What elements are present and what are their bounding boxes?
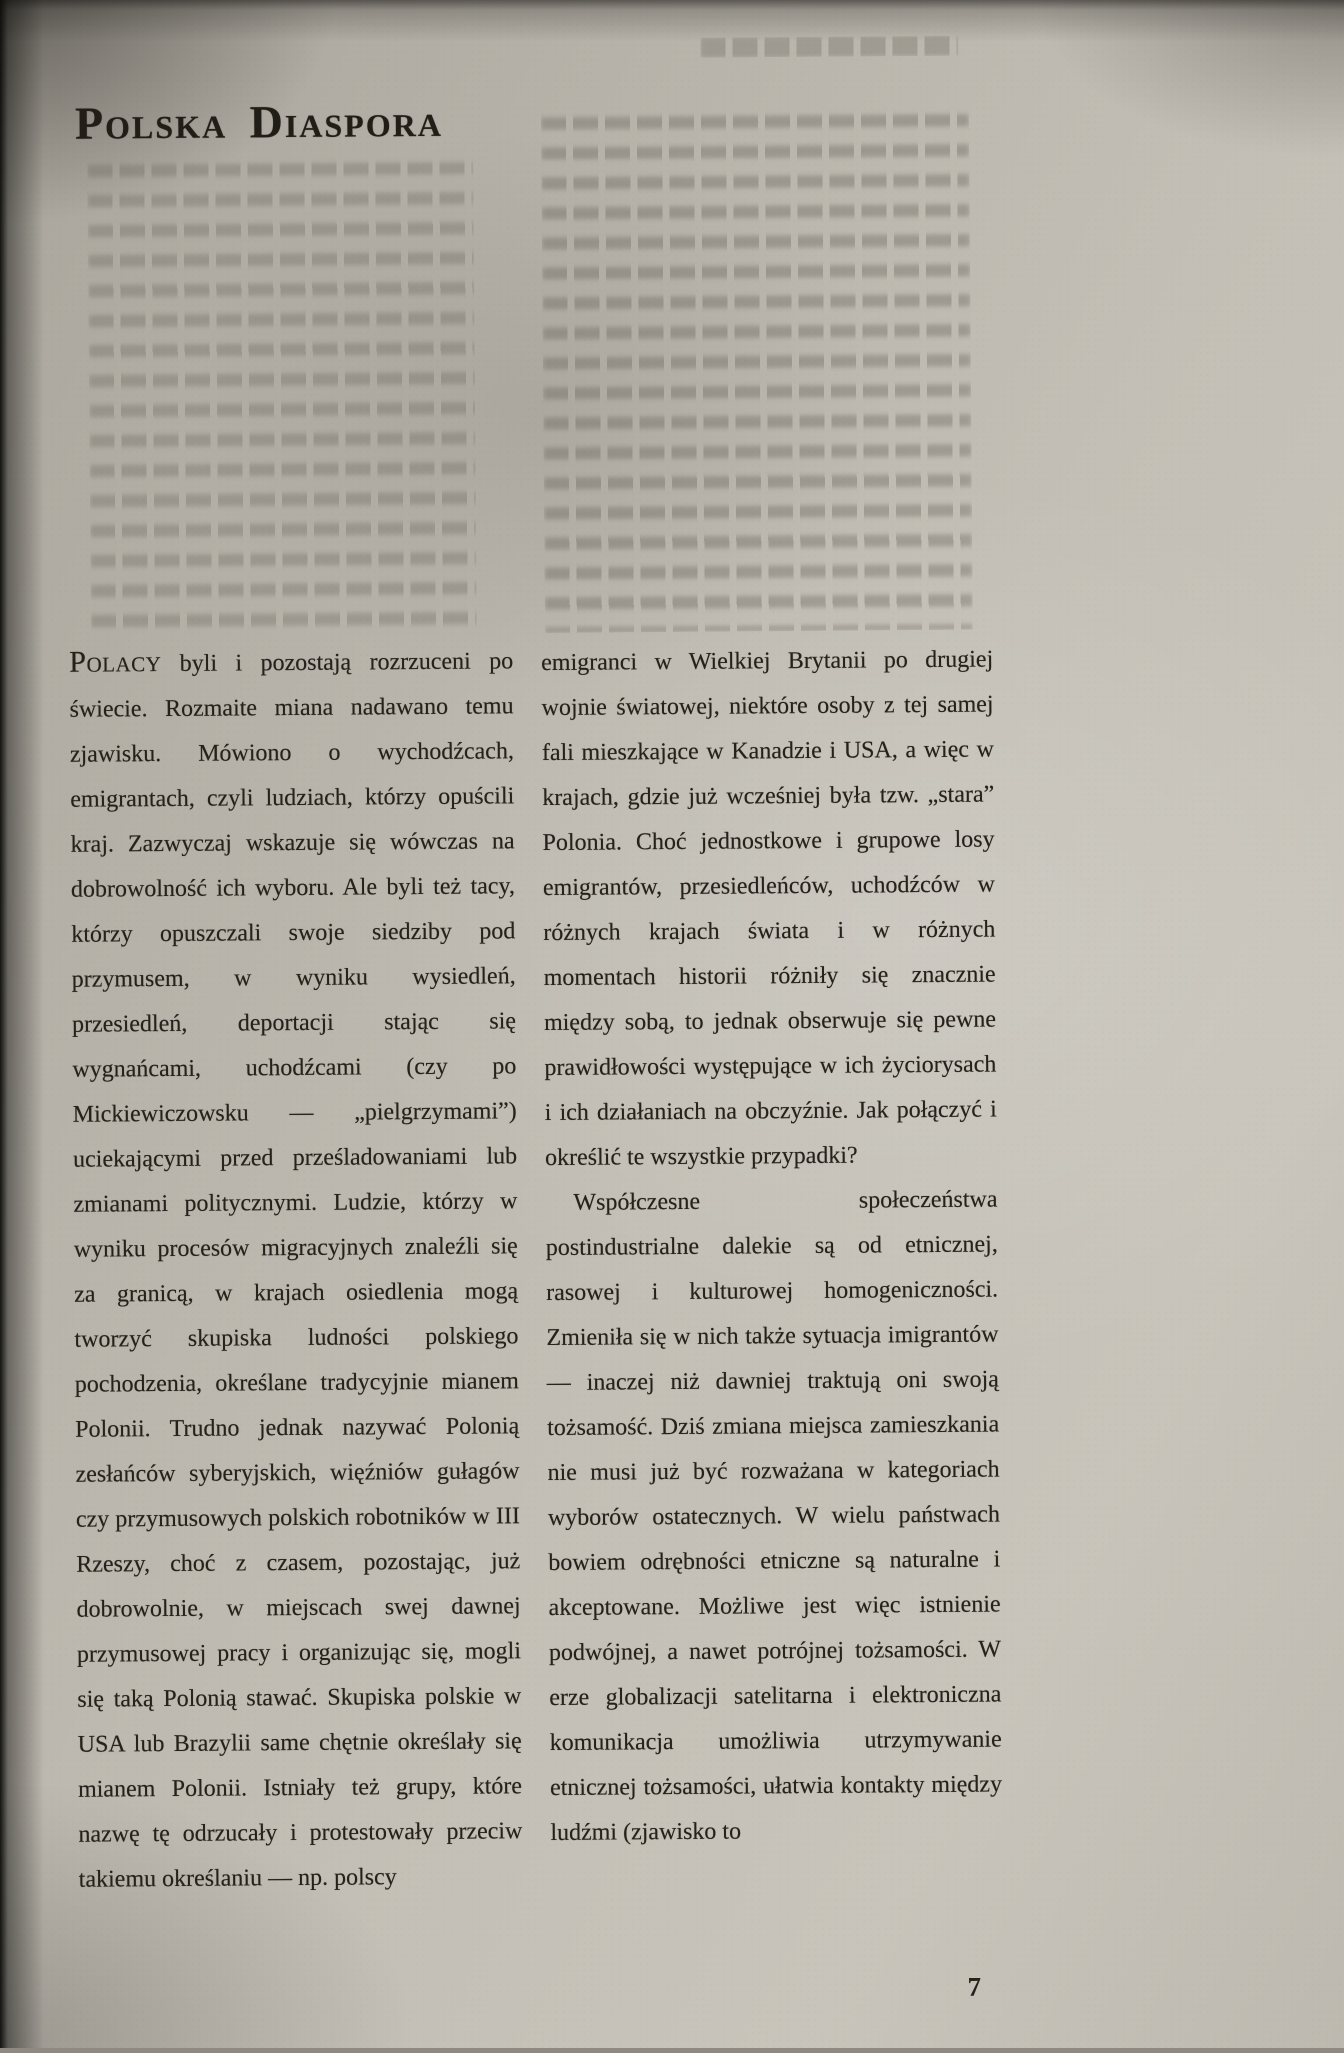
- right-paragraph-2: Współczesne społeczeństwa postindustrialne dalekie są od etnicznej, rasowej i kulturowej homogeniczności. Zmieniła się w nich także sytuacja imigrantów — inaczej niż dawniej traktują oni swoją tożsamość. Dziś zmiana miejsca zamieszkania nie musi już być rozważana w kategoriach wyborów ostatecznych. W wielu państwach bowiem odrębności etniczne są naturalne i akceptowane. Możliwe jest więc istnienie podwójnej, a nawet potrójnej tożsamości. W erze globalizacji satelitarna i elektroniczna komunikacja umożliwia utrzymywanie etnicznej tożsamości, ułatwia kontakty między ludźmi (zjawisko to: [545, 1186, 1003, 1847]
- right-column: [541, 637, 1003, 1856]
- page-number: 7: [967, 1971, 982, 2002]
- left-paragraph: [69, 639, 523, 1902]
- left-column: [69, 639, 523, 1902]
- bleedthrough-text-left: [87, 154, 477, 633]
- lead-word: Polacy: [69, 644, 162, 679]
- right-paragraph-1: emigranci w Wielkiej Brytanii po drugiej wojnie światowej, niektóre osoby z tej samej fali mieszkające w Kanadzie i USA, a więc w krajach, gdzie już wcześniej była tzw. „stara” Polonia. Choć jednostkowe i grupowe losy emigrantów, przesiedleńców, uchodźców w różnych krajach świata i w różnych momentach historii różniły się znacznie między sobą, to jednak obserwuje się pewne prawidłowości występujące w ich życiorysach i ich działaniach na obczyźnie. Jak połączyć i określić te wszystkie przypadki?: [541, 646, 997, 1172]
- bleedthrough-running-head: [700, 36, 958, 58]
- left-paragraph-text: byli i pozostają rozrzuceni po świecie. Rozmaite miana nadawano temu zjawisku. Mówiono o wychodźcach, emigrantach, czyli ludziach, którzy opuścili kraj. Zazwyczaj wskazuje się wówczas na dobrowolność ich wyboru. Ale byli też tacy, którzy opuszczali swoje siedziby pod przymusem, w wyniku wysiedleń, przesiedleń, deportacji stając się wygnańcami, uchodźcami (czy po Mickiewiczowsku — „pielgrzymami”) uciekającymi przed prześladowaniami lub zmianami politycznymi. Ludzie, którzy w wyniku procesów migracyjnych znaleźli się za granicą, w krajach osiedlenia mogą tworzyć skupiska ludności polskiego pochodzenia, określane tradycyjnie mianem Polonii. Trudno jednak nazywać Polonią zesłańców syberyjskich, więźniów gułagów czy przymusowych polskich robotników w III Rzeszy, choć z czasem, pozostając, już dobrowolnie, w miejscach swej dawnej przymusowej pracy i organizując się, mogli się taką Polonią stawać. Skupiska polskie w USA lub Brazylii same chętnie określały się mianem Polonii. Istniały też grupy, które nazwę tę odrzucały i protestowały przeciw takiemu określaniu — np. polscy: [69, 648, 523, 1893]
- page-title: Polska Diaspora: [74, 94, 444, 149]
- bleedthrough-text-right: [541, 106, 973, 633]
